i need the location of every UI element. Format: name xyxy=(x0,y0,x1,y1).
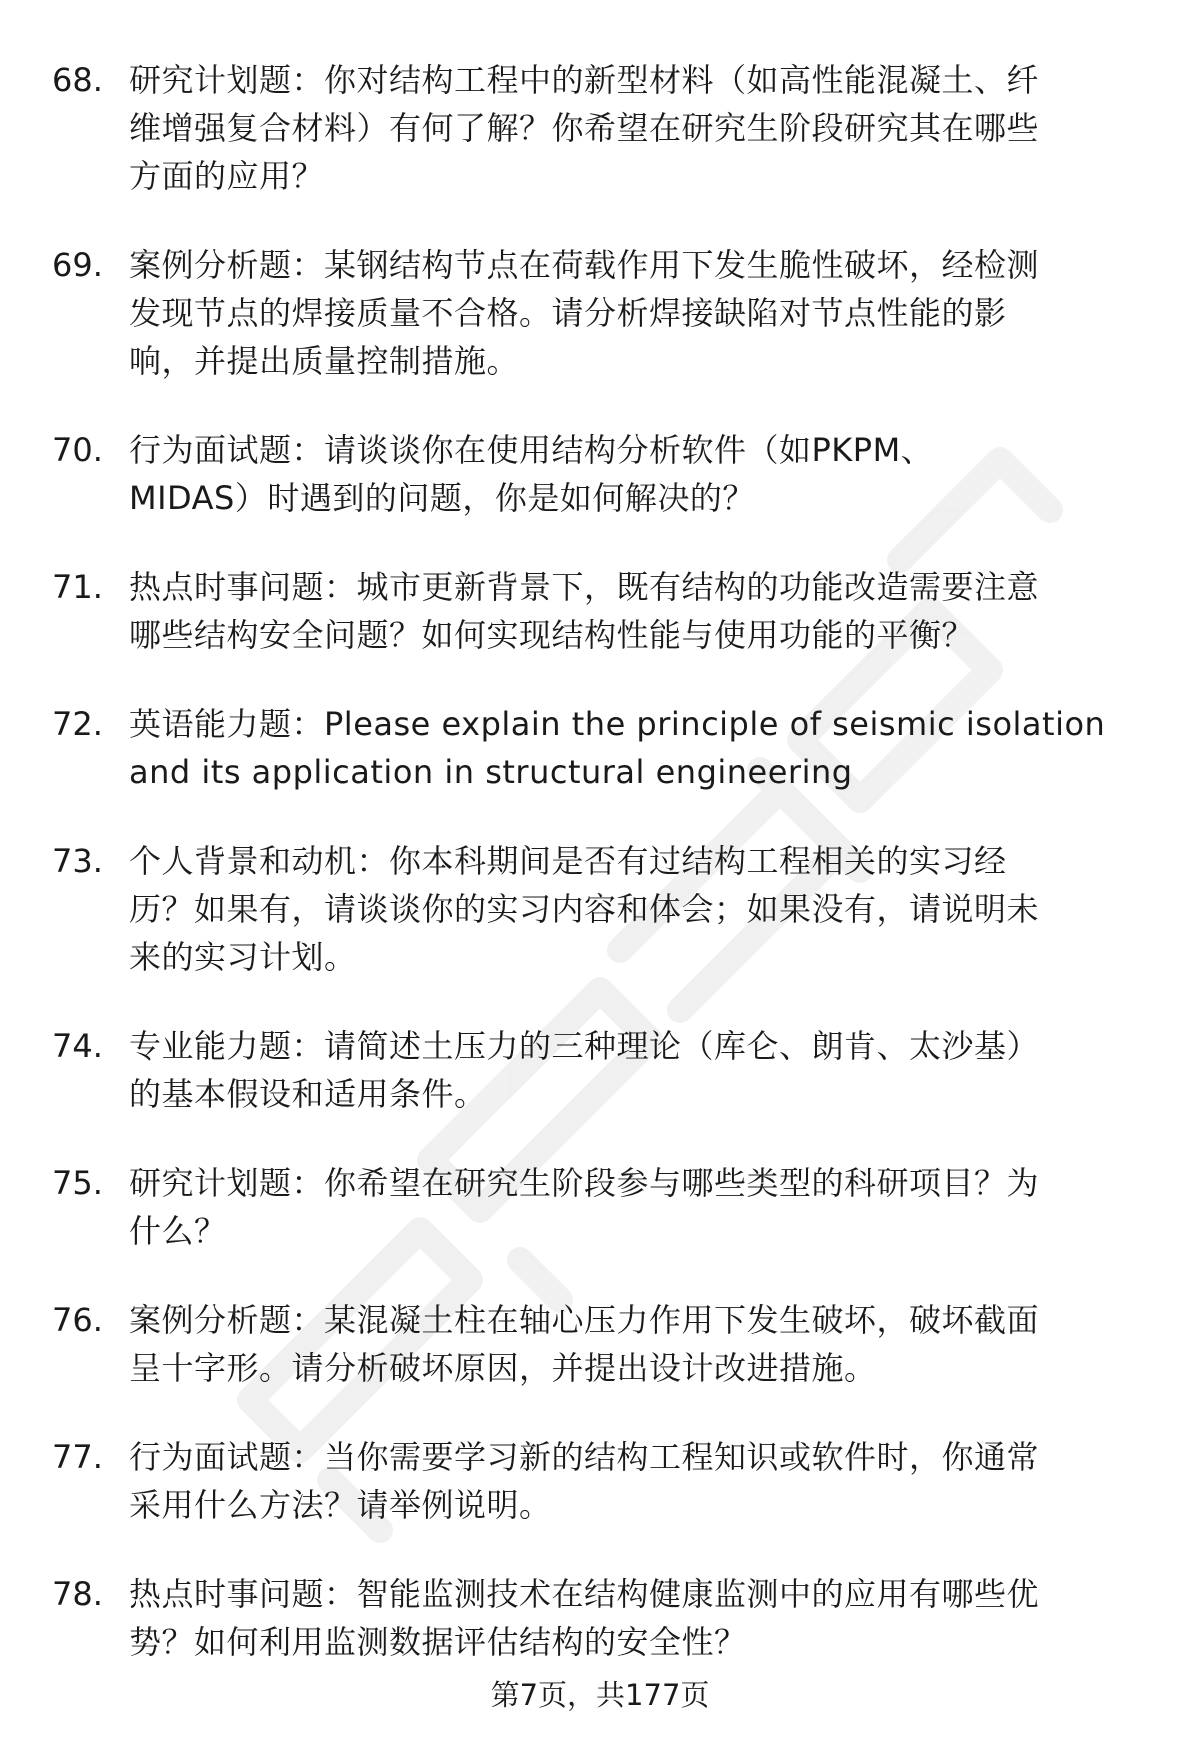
question-number: 77. xyxy=(52,1438,103,1476)
question-item xyxy=(52,426,1162,522)
question-item xyxy=(52,837,1162,981)
question-text: 英语能力题：Please explain the principle of seismic isolation and its application in structural engineering xyxy=(129,705,1106,791)
question-number: 76. xyxy=(52,1301,103,1339)
question-number: 74. xyxy=(52,1027,103,1065)
question-text: 热点时事问题：城市更新背景下，既有结构的功能改造需要注意 哪些结构安全问题？如何实现结构性能与使用功能的平衡？ xyxy=(129,568,1040,654)
question-item xyxy=(52,700,1162,796)
question-text: 热点时事问题：智能监测技术在结构健康监测中的应用有哪些优 势？如何利用监测数据评估结构的安全性？ xyxy=(129,1575,1040,1661)
question-number: 68. xyxy=(52,61,103,99)
question-text: 案例分析题：某混凝土柱在轴心压力作用下发生破坏，破坏截面 呈十字形。请分析破坏原因，并提出设计改进措施。 xyxy=(129,1301,1040,1387)
question-item xyxy=(52,241,1162,385)
question-text: 专业能力题：请简述土压力的三种理论（库仑、朗肯、太沙基） 的基本假设和适用条件。 xyxy=(129,1027,1040,1113)
question-text: 个人背景和动机：你本科期间是否有过结构工程相关的实习经 历？如果有，请谈谈你的实习内容和体会；如果没有，请说明未 来的实习计划。 xyxy=(129,842,1040,976)
question-text: 案例分析题：某钢结构节点在荷载作用下发生脆性破坏，经检测 发现节点的焊接质量不合格。请分析焊接缺陷对节点性能的影 响，并提出质量控制措施。 xyxy=(129,246,1040,380)
question-number: 78. xyxy=(52,1575,103,1613)
question-text: 研究计划题：你希望在研究生阶段参与哪些类型的科研项目？为 什么？ xyxy=(129,1164,1040,1250)
question-item xyxy=(52,56,1162,200)
question-item xyxy=(52,563,1162,659)
question-item xyxy=(52,1022,1162,1118)
question-item xyxy=(52,1570,1162,1666)
question-item xyxy=(52,1296,1162,1392)
question-text: 行为面试题：请谈谈你在使用结构分析软件（如PKPM、 MIDAS）时遇到的问题，你是如何解决的？ xyxy=(129,431,934,517)
question-number: 72. xyxy=(52,705,103,743)
question-number: 73. xyxy=(52,842,103,880)
question-item xyxy=(52,1433,1162,1529)
question-text: 研究计划题：你对结构工程中的新型材料（如高性能混凝土、纤 维增强复合材料）有何了解？你希望在研究生阶段研究其在哪些 方面的应用？ xyxy=(129,61,1040,195)
question-number: 75. xyxy=(52,1164,103,1202)
question-number: 69. xyxy=(52,246,103,284)
question-number: 70. xyxy=(52,431,103,469)
question-item xyxy=(52,1159,1162,1255)
question-list xyxy=(52,56,1162,1707)
page-number-footer: 第7页，共177页 xyxy=(490,1678,710,1712)
question-text: 行为面试题：当你需要学习新的结构工程知识或软件时，你通常 采用什么方法？请举例说明。 xyxy=(129,1438,1040,1524)
question-number: 71. xyxy=(52,568,103,606)
